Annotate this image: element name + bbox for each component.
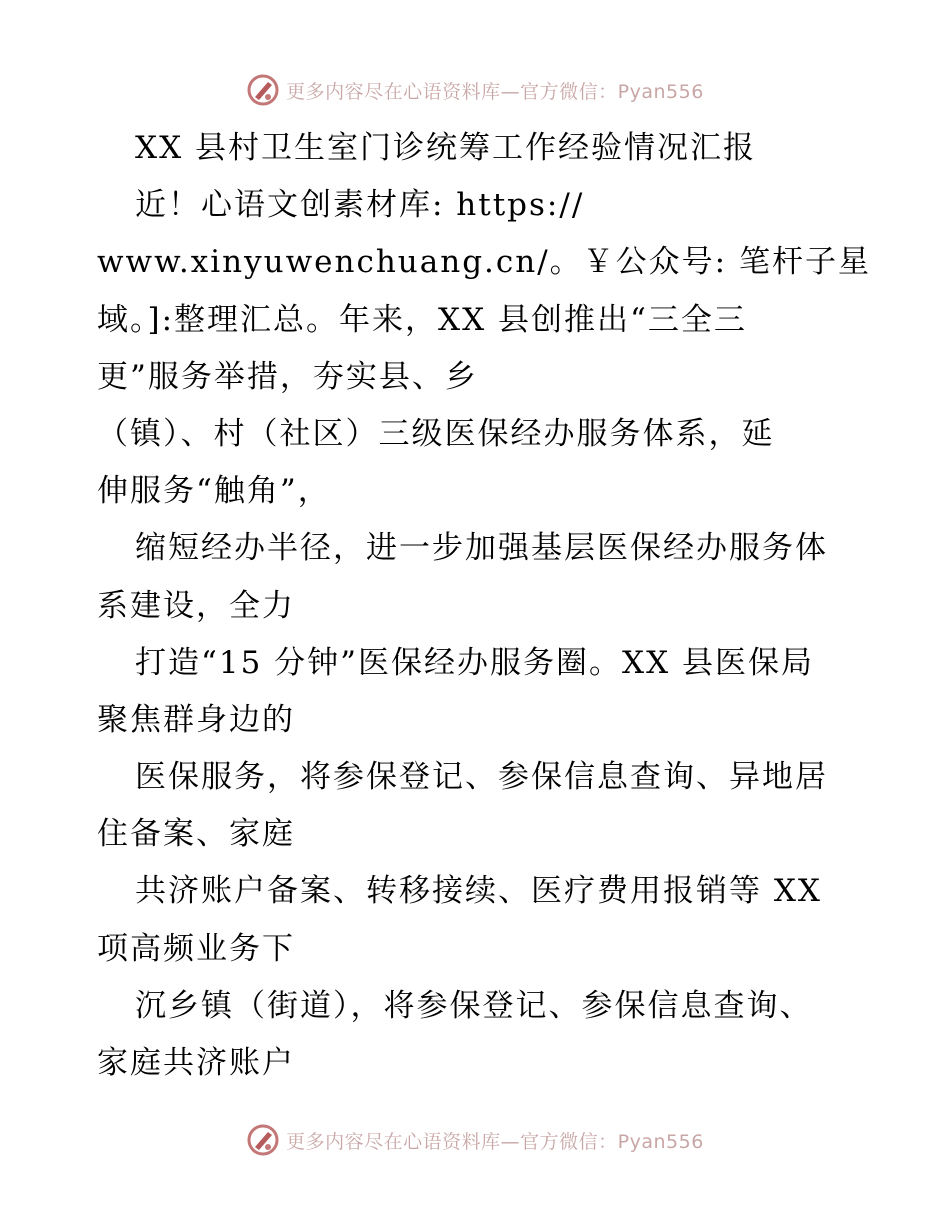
text-line: 医保服务，将参保登记、参保信息查询、异地居 — [135, 759, 828, 796]
text-line: 聚焦群身边的 — [97, 701, 295, 738]
text-line: 系建设，全力 — [97, 587, 295, 624]
watermark-text: 更多内容尽在心语资料库—官方微信：Pyan556 — [286, 80, 704, 103]
footer-watermark — [0, 1122, 950, 1158]
watermark-text: 更多内容尽在心语资料库—官方微信：Pyan556 — [286, 1130, 704, 1153]
document-title: XX 县村卫生室门诊统筹工作经验情况汇报 — [135, 130, 756, 166]
text-line: 打造“15 分钟”医保经办服务圈。XX 县医保局 — [135, 644, 814, 681]
text-line: 域。]:整理汇总。年来，XX 县创推出“三全三 — [97, 301, 747, 338]
text-line: 近！心语文创素材库: https:// — [135, 187, 585, 224]
text-line: 住备案、家庭 — [97, 816, 295, 853]
text-line: 共济账户备案、转移接续、医疗费用报销等 XX — [135, 873, 822, 910]
text-line: www.xinyuwenchuang.cn/。￥公众号: 笔杆子星 — [97, 244, 871, 281]
text-line: 缩短经办半径，进一步加强基层医保经办服务体 — [135, 530, 828, 567]
text-line: 伸服务“触角”， — [97, 473, 331, 510]
document-body — [97, 120, 871, 1092]
pen-logo-icon — [246, 73, 280, 107]
pen-logo-icon — [246, 1123, 280, 1157]
text-line: （镇）、村（社区）三级医保经办服务体系，延 — [97, 415, 775, 452]
text-line: 家庭共济账户 — [97, 1045, 295, 1081]
text-line: 项高频业务下 — [97, 930, 295, 967]
text-line: 更”服务举措，夯实县、乡 — [97, 358, 478, 395]
header-watermark — [0, 72, 950, 108]
text-line: 沉乡镇（街道），将参保登记、参保信息查询、 — [135, 987, 813, 1024]
